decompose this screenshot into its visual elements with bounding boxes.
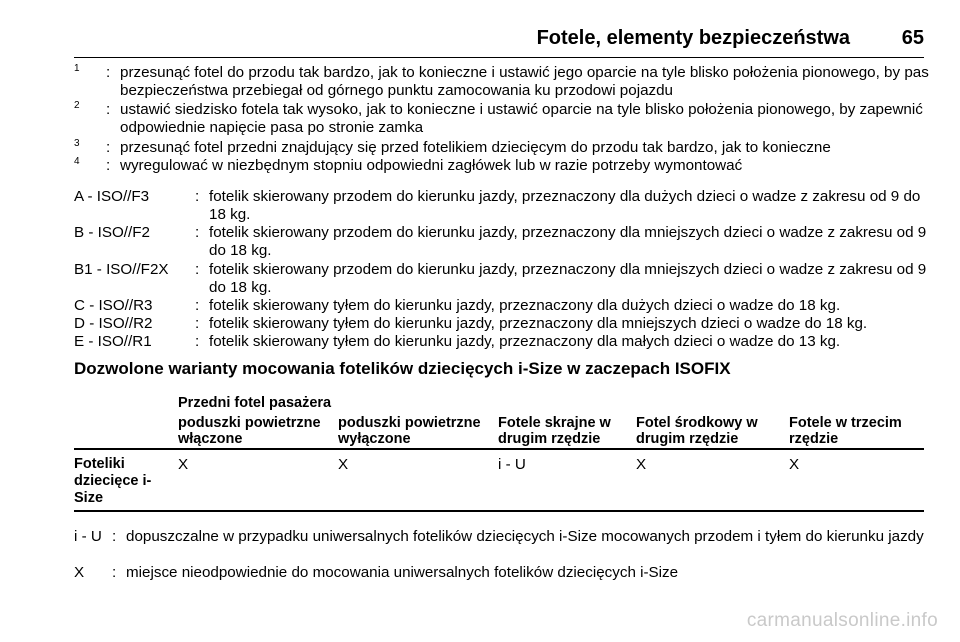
note-text: przesunąć fotel do przodu tak bardzo, jak to konieczne i ustawić jego oparcie na tyle blisko położenia pionowego, by pas bezpieczeństwa przebiegał od górnego punktu zamocowania ku przodowi pojazdu	[120, 64, 929, 99]
table-cell: X	[636, 456, 647, 473]
separator: :	[195, 315, 200, 332]
iso-code: D - ISO//R2	[74, 315, 153, 332]
separator: :	[195, 224, 200, 241]
separator: :	[195, 297, 200, 314]
table-cell: X	[789, 456, 800, 473]
separator: :	[195, 261, 200, 278]
page-header	[74, 23, 924, 58]
table-column-header: Fotel środkowy w drugim rzędzie	[636, 415, 758, 447]
separator: :	[112, 528, 117, 545]
table-cell: X	[338, 456, 349, 473]
legend-symbol: X	[74, 564, 85, 581]
note-number: 1	[74, 63, 80, 74]
note-text: przesunąć fotel przedni znajdujący się przed fotelikiem dziecięcym do przodu tak bardzo, jak to konieczne	[120, 139, 831, 156]
iso-code: A - ISO//F3	[74, 188, 150, 205]
separator: :	[106, 157, 111, 174]
legend-text: miejsce nieodpowiednie do mocowania uniwersalnych fotelików dziecięcych i-Size	[126, 564, 679, 581]
iso-description: fotelik skierowany przodem do kierunku jazdy, przeznaczony dla mniejszych dzieci o wadze z zakresu od 9 do 18 kg.	[209, 261, 927, 296]
section-title: Dozwolone warianty mocowania fotelików dziecięcych i-Size w zaczepach ISOFIX	[74, 359, 731, 378]
iso-description: fotelik skierowany tyłem do kierunku jazdy, przeznaczony dla dużych dzieci o wadze do 18 kg.	[209, 297, 841, 314]
iso-code: B1 - ISO//F2X	[74, 261, 169, 278]
note-text: ustawić siedzisko fotela tak wysoko, jak to konieczne i ustawić oparcie na tyle blisko położenia pionowego, by zapewnić odpowiednie napięcie pasa po stronie zamka	[120, 101, 923, 136]
table-column-header: Fotele skrajne w drugim rzędzie	[498, 415, 611, 447]
table-group-header: Przedni fotel pasażera	[178, 395, 332, 411]
iso-description: fotelik skierowany przodem do kierunku jazdy, przeznaczony dla mniejszych dzieci o wadze z zakresu od 9 do 18 kg.	[209, 224, 927, 259]
page-number: 65	[901, 27, 924, 49]
table-column-header: poduszki powietrzne wyłączone	[338, 415, 481, 447]
table-bottom-rule	[74, 510, 924, 512]
iso-code: B - ISO//F2	[74, 224, 150, 241]
iso-code: C - ISO//R3	[74, 297, 153, 314]
separator: :	[106, 139, 111, 156]
table-header-rule	[74, 448, 924, 450]
legend-symbol: i - U	[74, 528, 102, 545]
table-row-label: Foteliki dziecięce i-Size	[74, 456, 152, 506]
note-number: 4	[74, 156, 80, 167]
iso-description: fotelik skierowany przodem do kierunku jazdy, przeznaczony dla dużych dzieci o wadze z zakresu od 9 do 18 kg.	[209, 188, 921, 223]
note-text: wyregulować w niezbędnym stopniu odpowiedni zagłówek lub w razie potrzeby wymontować	[120, 157, 743, 174]
watermark: carmanualsonline.info	[746, 610, 938, 631]
table-column-header: poduszki powietrzne włączone	[178, 415, 321, 447]
separator: :	[112, 564, 117, 581]
separator: :	[106, 101, 111, 118]
separator: :	[106, 64, 111, 81]
note-number: 2	[74, 100, 80, 111]
note-number: 3	[74, 138, 80, 149]
page-title: Fotele, elementy bezpieczeństwa	[536, 27, 850, 49]
table-cell: X	[178, 456, 189, 473]
table-cell: i - U	[498, 456, 526, 473]
iso-description: fotelik skierowany tyłem do kierunku jazdy, przeznaczony dla małych dzieci o wadze do 13 kg.	[209, 333, 841, 350]
table-column-header: Fotele w trzecim rzędzie	[789, 415, 902, 447]
iso-code: E - ISO//R1	[74, 333, 152, 350]
separator: :	[195, 188, 200, 205]
legend-text: dopuszczalne w przypadku uniwersalnych fotelików dziecięcych i-Size mocowanych przodem i tyłem do kierunku jazdy	[126, 528, 924, 545]
iso-description: fotelik skierowany tyłem do kierunku jazdy, przeznaczony dla mniejszych dzieci o wadze do 18 kg.	[209, 315, 868, 332]
separator: :	[195, 333, 200, 350]
